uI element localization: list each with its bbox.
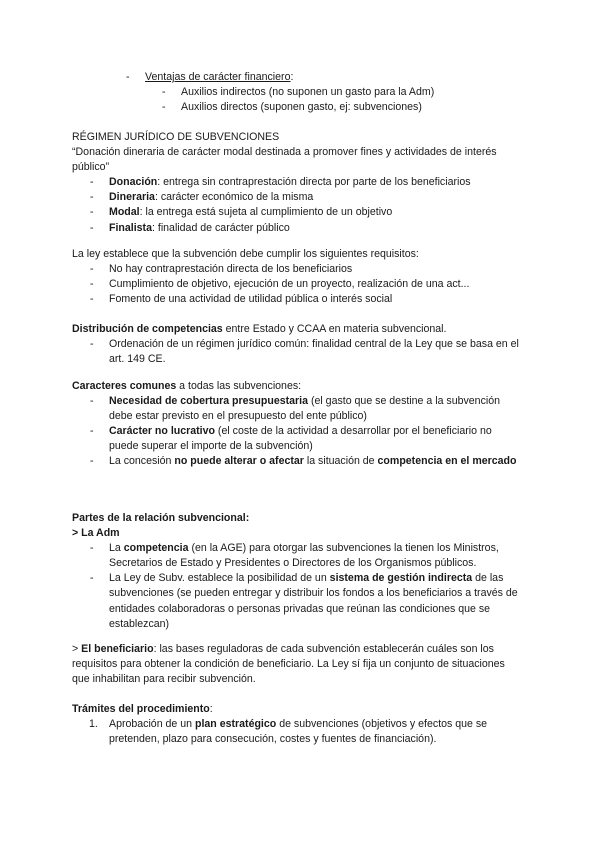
list-item: - Modal: la entrega está sujeta al cumplimiento de un objetivo [90,206,393,219]
list-item: - Ordenación de un régimen jurídico común: finalidad central de la Ley que se basa en el art. 149 CE. [90,338,519,366]
list-item: - Necesidad de cobertura presupuestaria (el gasto que se destine a la subvención debe estar previsto en el presupuesto del ente público) [90,395,501,423]
list-item: - Carácter no lucrativo (el coste de la actividad a desarrollar por el beneficiario no puede superar el importe de la subvención) [90,425,492,453]
list-item: - La competencia (en la AGE) para otorgar las subvenciones la tienen los Ministros, Secretarios de Estado y Presidentes o Directores de los Organismos públicos. [90,542,499,570]
financial-advantages-list [72,70,524,115]
list-number: 1. [89,718,98,731]
list-item: - Cumplimiento de objetivo, ejecución de un proyecto, realización de una act... [90,278,470,291]
list-item: - Ventajas de carácter financiero: [72,70,524,85]
paragraph: La ley establece que la subvención debe cumplir los siguientes requisitos: [72,248,419,260]
list-item: - No hay contraprestación directa de los beneficiarios [90,263,353,276]
definition-quote: “Donación dineraria de carácter modal destinada a promover fines y actividades de interés público” [72,146,497,174]
list-item: - Finalista: finalidad de carácter público [90,221,290,234]
list-item: - Dineraria: carácter económico de la misma [90,191,314,204]
partes-section [72,511,524,632]
sublist-item [72,100,524,115]
list-item-text: Ventajas de carácter financiero [145,71,291,83]
beneficiario-paragraph: > El beneficiario: las bases reguladoras de cada subvención establecerán cuáles son los requisitos para obtener la condición de beneficiario. La Ley sí fija un conjunto de situaciones que inhabilitan para recibir subvención. [72,643,505,686]
subheading-adm: > La Adm [72,527,120,540]
list-item: - La concesión no puede alterar o afectar la situación de competencia en el mercado [90,455,517,468]
list-item: - Fomento de una actividad de utilidad pública o interés social [90,293,393,306]
caracteres-section [72,379,524,470]
regimen-section [72,130,524,236]
section-heading: Partes de la relación subvencional: [72,512,250,524]
requisitos-section [72,247,524,307]
numbered-item: 1. Aprobación de un plan estratégico de subvenciones (objetivos y efectos que se pretenden, plazo para consecución, costes y fuentes de financiación). [89,718,488,746]
section-heading: Trámites del procedimiento: [72,703,213,715]
paragraph: Distribución de competencias entre Estado y CCAA en materia subvencional. [72,323,447,335]
sublist-item [72,85,524,100]
list-dash: - [126,71,130,83]
sublist-item-text: Auxilios indirectos (no suponen un gasto para la Adm) [181,86,435,99]
sublist-item-text: Auxilios directos (suponen gasto, ej: subvenciones) [181,101,422,114]
list-dash: - [162,101,166,114]
list-dash: - [162,86,166,99]
paragraph: Caracteres comunes a todas las subvenciones: [72,380,302,392]
section-heading: RÉGIMEN JURÍDICO DE SUBVENCIONES [72,131,280,143]
distribucion-section [72,322,524,367]
list-item: - La Ley de Subv. establece la posibilidad de un sistema de gestión indirecta de las subvenciones (se pueden entregar y distribuir los fondos a los beneficiarios a través de entidades colaboradoras o personas privadas que reúnan las condiciones que se establezcan) [90,572,518,630]
tramites-section [72,702,524,747]
list-item: - Donación: entrega sin contraprestación directa por parte de los beneficiarios [90,176,471,189]
